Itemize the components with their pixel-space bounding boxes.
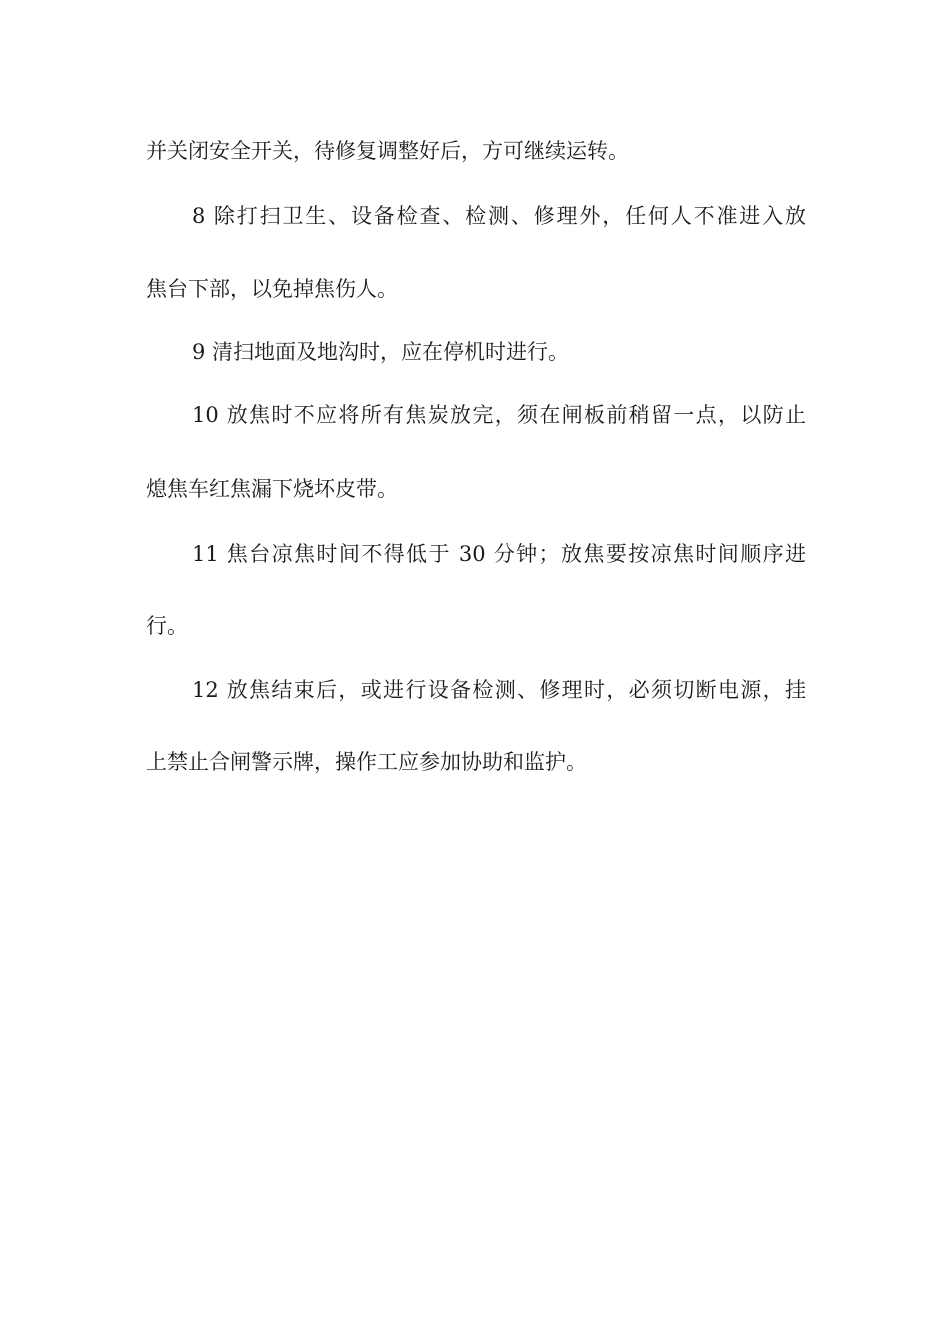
text-line: 10 放焦时不应将所有焦炭放完，须在闸板前稍留一点，以防止 xyxy=(192,403,806,427)
text-line: 8 除打扫卫生、设备检查、检测、修理外，任何人不准进入放 xyxy=(192,204,806,228)
text-line: 熄焦车红焦漏下烧坏皮带。 xyxy=(146,477,398,501)
text-line: 11 焦台凉焦时间不得低于 30 分钟；放焦要按凉焦时间顺序进 xyxy=(192,542,806,566)
text-line: 焦台下部，以免掉焦伤人。 xyxy=(146,277,398,301)
text-line: 12 放焦结束后，或进行设备检测、修理时，必须切断电源，挂 xyxy=(192,678,806,702)
text-line: 并关闭安全开关，待修复调整好后，方可继续运转。 xyxy=(146,139,629,163)
text-line: 9 清扫地面及地沟时，应在停机时进行。 xyxy=(192,340,570,364)
text-line: 行。 xyxy=(146,614,188,638)
text-line: 上禁止合闸警示牌，操作工应参加协助和监护。 xyxy=(146,750,587,774)
